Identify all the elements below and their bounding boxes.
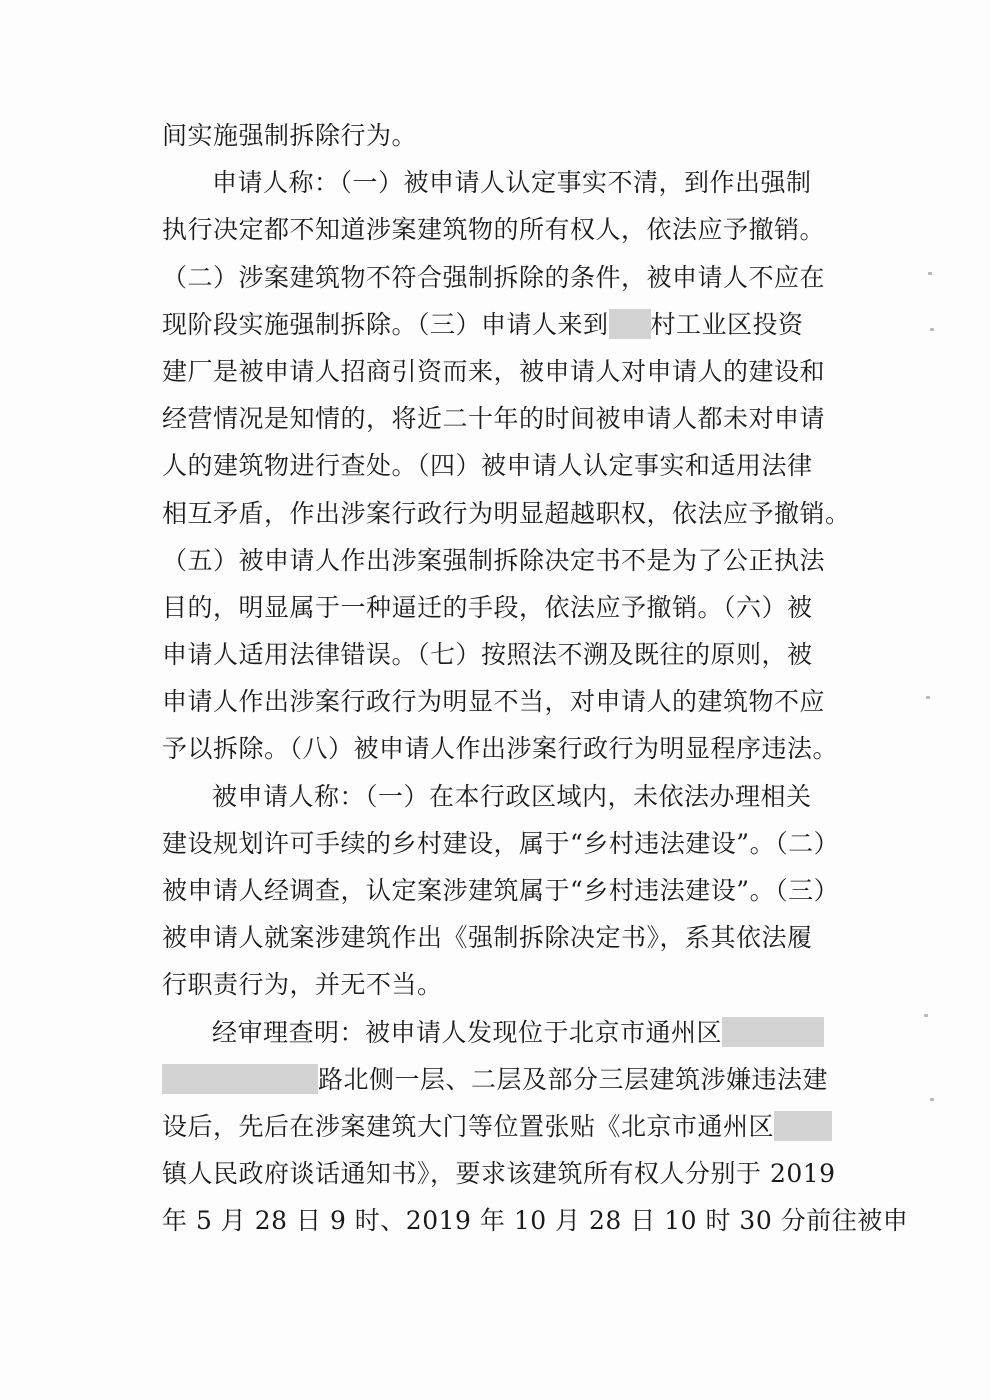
redaction-box — [609, 309, 651, 339]
text-segment: 设后，先后在涉案建筑大门等位置张贴《北京市通州区 — [162, 1111, 775, 1141]
text-line: 申请人作出涉案行政行为明显不当，对申请人的建筑物不应 — [162, 687, 826, 717]
text-line: （五）被申请人作出涉案强制拆除决定书不是为了公正执法 — [162, 545, 826, 575]
scan-speck — [924, 1014, 928, 1017]
text-line: （二）涉案建筑物不符合强制拆除的条件，被申请人不应在 — [162, 262, 826, 292]
text-segment: 路北侧一层、二层及部分三层建筑涉嫌违法建 — [318, 1064, 829, 1094]
text-line: 予以拆除。（八）被申请人作出涉案行政行为明显程序违法。 — [162, 734, 839, 764]
text-line: 申请人称：（一）被申请人认定事实不清，到作出强制 — [212, 168, 812, 198]
scan-speck — [930, 1098, 934, 1101]
text-line-with-redaction — [162, 1009, 862, 1056]
text-line-with-redaction — [162, 1103, 862, 1150]
text-line: 行职责行为，并无不当。 — [162, 970, 443, 1000]
text-line: 执行决定都不知道涉案建筑物的所有权人，依法应予撤销。 — [162, 215, 826, 245]
text-line: 间实施强制拆除行为。 — [162, 121, 418, 150]
scan-speck — [928, 272, 932, 275]
text-line-with-redaction — [162, 1056, 862, 1103]
text-line: 镇人民政府谈话通知书》，要求该建筑所有权人分别于 2019 — [162, 1159, 836, 1189]
text-line-with-redaction — [162, 301, 862, 348]
redaction-box — [162, 1064, 318, 1094]
text-line: 被申请人就案涉建筑作出《强制拆除决定书》，系其依法履 — [162, 923, 813, 953]
text-segment: 经审理查明：被申请人发现位于北京市通州区 — [212, 1017, 723, 1047]
text-line: 人的建筑物进行查处。（四）被申请人认定事实和适用法律 — [162, 451, 813, 481]
text-line: 被申请人称：（一）在本行政区域内，未依法办理相关 — [212, 781, 812, 811]
redaction-box — [774, 1111, 832, 1141]
text-line: 建厂是被申请人招商引资而来，被申请人对申请人的建设和 — [162, 356, 826, 386]
text-line: 经营情况是知情的，将近二十年的时间被申请人都未对申请 — [162, 404, 826, 434]
text-line: 被申请人经调查，认定案涉建筑属于“乡村违法建设”。（三） — [162, 876, 840, 905]
text-line: 目的，明显属于一种逼迁的手段，依法应予撤销。（六）被 — [162, 592, 813, 622]
text-segment: 村工业区投资 — [650, 309, 804, 339]
redaction-box — [722, 1017, 824, 1047]
text-segment: 现阶段实施强制拆除。（三）申请人来到 — [162, 309, 609, 339]
document-body — [162, 112, 909, 1245]
text-line: 申请人适用法律错误。（七）按照法不溯及既往的原则，被 — [162, 640, 813, 670]
text-line: 相互矛盾，作出涉案行政行为明显超越职权，依法应予撤销。 — [162, 498, 851, 528]
scan-speck — [930, 328, 934, 331]
scan-speck — [926, 696, 930, 699]
text-line: 年 5 月 28 日 9 时、2019 年 10 月 28 日 10 时 30 分前往被申 — [162, 1206, 909, 1236]
text-line: 建设规划许可手续的乡村建设，属于“乡村违法建设”。（二） — [162, 828, 840, 858]
